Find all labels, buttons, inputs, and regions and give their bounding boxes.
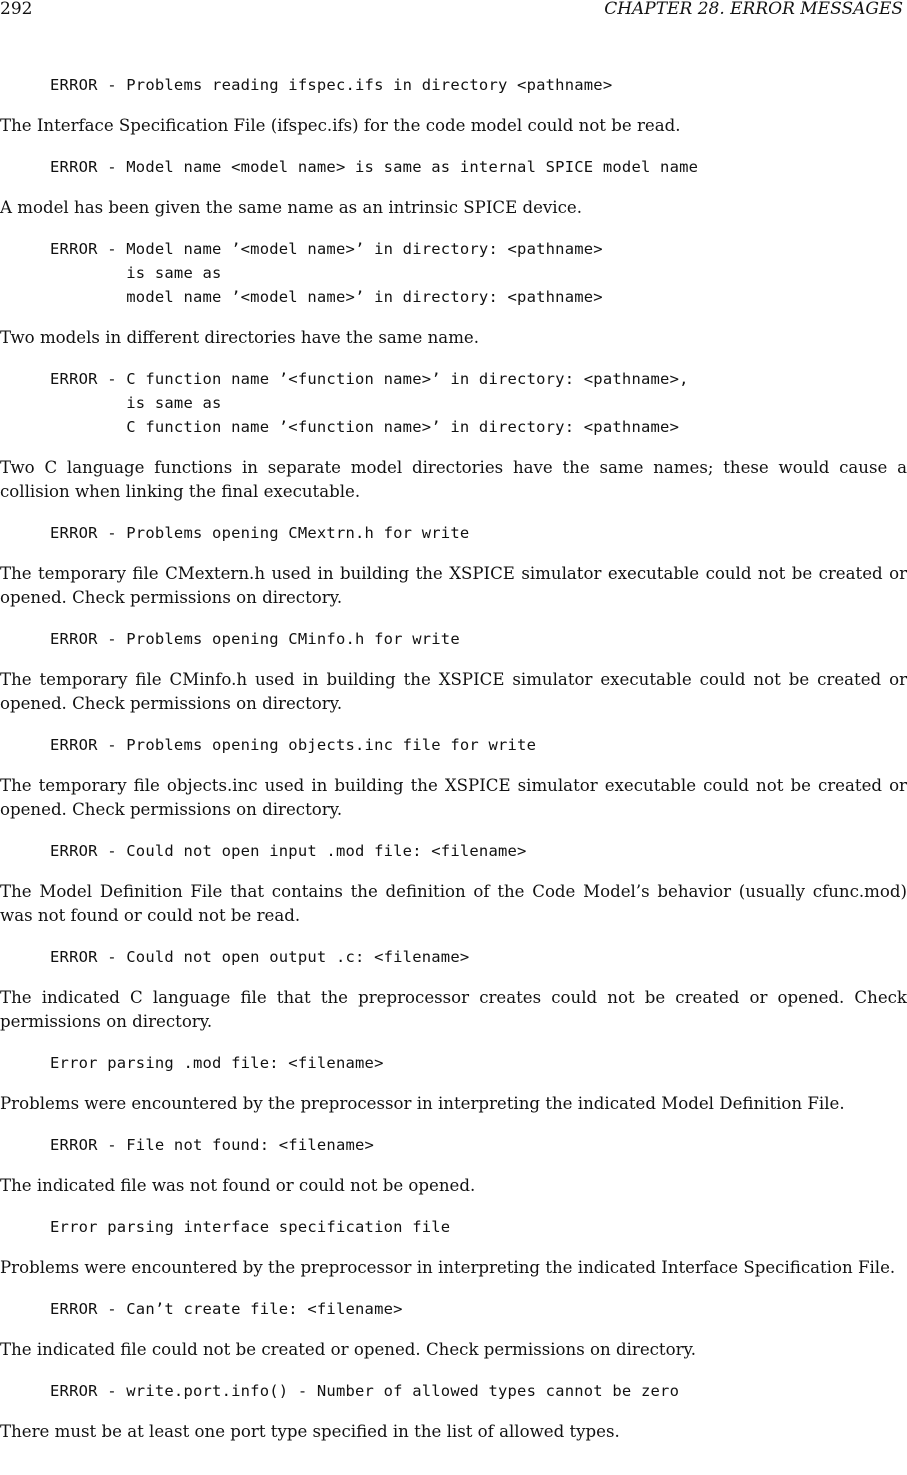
error-message-code: ERROR - Problems opening CMextrn.h for write bbox=[50, 524, 470, 542]
error-message-code: ERROR - Problems reading ifspec.ifs in directory <pathname> bbox=[50, 76, 613, 94]
error-entry bbox=[0, 945, 907, 1034]
error-entry bbox=[0, 733, 907, 822]
error-entry bbox=[0, 1297, 907, 1362]
error-entry bbox=[0, 1133, 907, 1198]
error-message-code: Error parsing interface specification file bbox=[50, 1218, 451, 1236]
error-description: The Interface Specification File (ifspec.ifs) for the code model could not be read. bbox=[0, 116, 681, 135]
error-description: Two C language functions in separate model directories have the same names; these would cause a collision when linking the final executable. bbox=[0, 458, 907, 501]
error-entry bbox=[0, 155, 907, 220]
error-message-code: ERROR - Model name <model name> is same as internal SPICE model name bbox=[50, 158, 699, 176]
error-description: The indicated C language file that the preprocessor creates could not be created or opened. Check permissions on directory. bbox=[0, 988, 907, 1031]
error-message-code: ERROR - Model name ’<model name>’ in directory: <pathname> is same as model name ’<model name>’ in directory: <pathname> bbox=[50, 240, 603, 306]
error-entry bbox=[0, 627, 907, 716]
error-message-code: ERROR - Problems opening objects.inc file for write bbox=[50, 736, 537, 754]
error-description: Problems were encountered by the preprocessor in interpreting the indicated Model Definition File. bbox=[0, 1094, 845, 1113]
running-head: CHAPTER 28. ERROR MESSAGES bbox=[604, 0, 903, 19]
error-entry bbox=[0, 1051, 907, 1116]
error-entry bbox=[0, 367, 907, 504]
error-description: The temporary file CMinfo.h used in building the XSPICE simulator executable could not be created or opened. Check permissions on directory. bbox=[0, 670, 907, 713]
error-message-code: ERROR - File not found: <filename> bbox=[50, 1136, 375, 1154]
error-entry bbox=[0, 1379, 907, 1444]
error-entry bbox=[0, 73, 907, 138]
error-description: The temporary file objects.inc used in building the XSPICE simulator executable could not be created or opened. Check permissions on directory. bbox=[0, 776, 907, 819]
error-entry bbox=[0, 521, 907, 610]
error-description: The indicated file could not be created or opened. Check permissions on directory. bbox=[0, 1340, 696, 1359]
error-message-code: ERROR - write.port.info() - Number of allowed types cannot be zero bbox=[50, 1382, 680, 1400]
error-message-code: Error parsing .mod file: <filename> bbox=[50, 1054, 384, 1072]
error-description: A model has been given the same name as an intrinsic SPICE device. bbox=[0, 198, 582, 217]
error-description: The Model Definition File that contains the definition of the Code Model’s behavior (usually cfunc.mod) was not found or could not be read. bbox=[0, 882, 907, 925]
error-message-code: ERROR - C function name ’<function name>’ in directory: <pathname>, is same as C function name ’<function name>’ in directory: <pathname> bbox=[50, 370, 689, 436]
error-entry bbox=[0, 839, 907, 928]
error-entry bbox=[0, 1215, 907, 1280]
error-message-code: ERROR - Can’t create file: <filename> bbox=[50, 1300, 403, 1318]
error-message-code: ERROR - Could not open output .c: <filename> bbox=[50, 948, 470, 966]
error-message-code: ERROR - Could not open input .mod file: <filename> bbox=[50, 842, 527, 860]
error-description: The temporary file CMextern.h used in building the XSPICE simulator executable could not be created or opened. Check permissions on directory. bbox=[0, 564, 907, 607]
error-entry bbox=[0, 237, 907, 350]
error-message-code: ERROR - Problems opening CMinfo.h for write bbox=[50, 630, 460, 648]
error-description: Two models in different directories have the same name. bbox=[0, 328, 480, 347]
error-description: There must be at least one port type specified in the list of allowed types. bbox=[0, 1422, 620, 1441]
page-number: 292 bbox=[0, 0, 33, 19]
error-description: The indicated file was not found or could not be opened. bbox=[0, 1176, 476, 1195]
page-header bbox=[0, 0, 907, 22]
error-description: Problems were encountered by the preprocessor in interpreting the indicated Interface Specification File. bbox=[0, 1258, 896, 1277]
error-message-list bbox=[0, 73, 907, 1461]
